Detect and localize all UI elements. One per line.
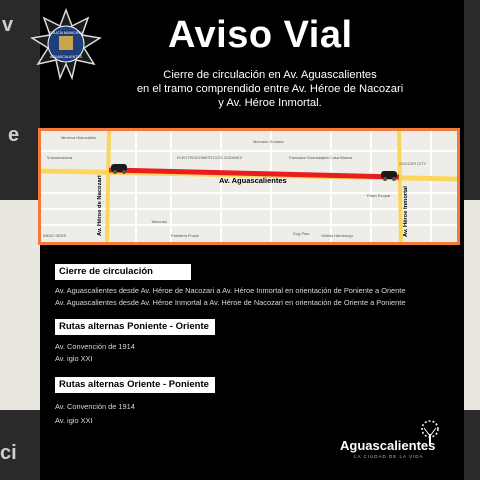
subtitle-line: Cierre de circulación en Av. Aguascalientes: [163, 69, 377, 81]
section-line: Av. Convención de 1914: [55, 342, 135, 351]
badge-text-bottom: AGUASCALIENTES: [49, 55, 83, 59]
map-place: Flash Ecopar: [367, 193, 391, 198]
map-place: Paleteria Fruzie: [171, 233, 200, 238]
background-fragment: e: [8, 124, 20, 146]
logo-tagline: LA CIUDAD DE LA VIDA: [354, 454, 424, 459]
section-line: Av. Aguascalientes desde Av. Héroe de Nacozari a Av. Héroe Inmortal en orientación de Poniente a Oriente: [55, 286, 406, 295]
map-place: Dog Paw: [293, 231, 310, 236]
right-street-label: Av. Héroe Inmortal: [403, 186, 409, 237]
section-heading: Cierre de circulación: [55, 264, 191, 280]
map-place: Vidrios Hamburgo: [321, 233, 353, 238]
aguascalientes-logo: [340, 420, 460, 470]
section-line: Av. Convención de 1914: [55, 402, 135, 411]
map-place: ELECTRODOMESTICOS GODINEZ: [177, 155, 243, 160]
map-place: Farmacia Guadalajara Casa Blanca: [289, 155, 353, 160]
logo-name: Aguascalientes: [340, 438, 436, 453]
map-place: Telecolor: [151, 219, 168, 224]
left-street-label: Av. Héroe de Nacozari: [97, 175, 103, 236]
map-place: INDIO SEDE: [43, 233, 67, 238]
background-map-left: [0, 200, 40, 410]
section-heading: Rutas alternas Poniente - Oriente: [55, 319, 215, 335]
map-place: Vulcanizadora: [47, 155, 73, 160]
subtitle: [100, 68, 440, 110]
section-line: Av. igio XXI: [55, 354, 93, 363]
subtitle-line: y Av. Héroe Inmortal.: [218, 97, 322, 109]
background-fragment: ci: [0, 442, 17, 464]
map-place: Mercado Soriana: [253, 139, 284, 144]
police-badge-icon: [30, 8, 102, 80]
section-line: Av. igio XXI: [55, 416, 93, 425]
map-graphic: [41, 131, 457, 242]
map-place: SOCCER CITY: [399, 161, 427, 166]
section-line: Av. Aguascalientes desde Av. Héroe Inmortal a Av. Héroe de Nacozari en orientación de Oriente a Poniente: [55, 298, 406, 307]
subtitle-line: en el tramo comprendido entre Av. Héroe de Nacozari: [136, 83, 404, 95]
map-place: Minerva Hidrocálido: [61, 135, 97, 140]
closure-map: [38, 128, 460, 245]
section-heading: Rutas alternas Oriente - Poniente: [55, 377, 215, 393]
background-fragment: v: [2, 14, 14, 36]
main-street-label: Av. Aguascalientes: [219, 176, 287, 185]
page-title: Aviso Vial: [168, 14, 353, 56]
badge-text-top: POLICÍA MUNICIPAL: [48, 31, 84, 35]
